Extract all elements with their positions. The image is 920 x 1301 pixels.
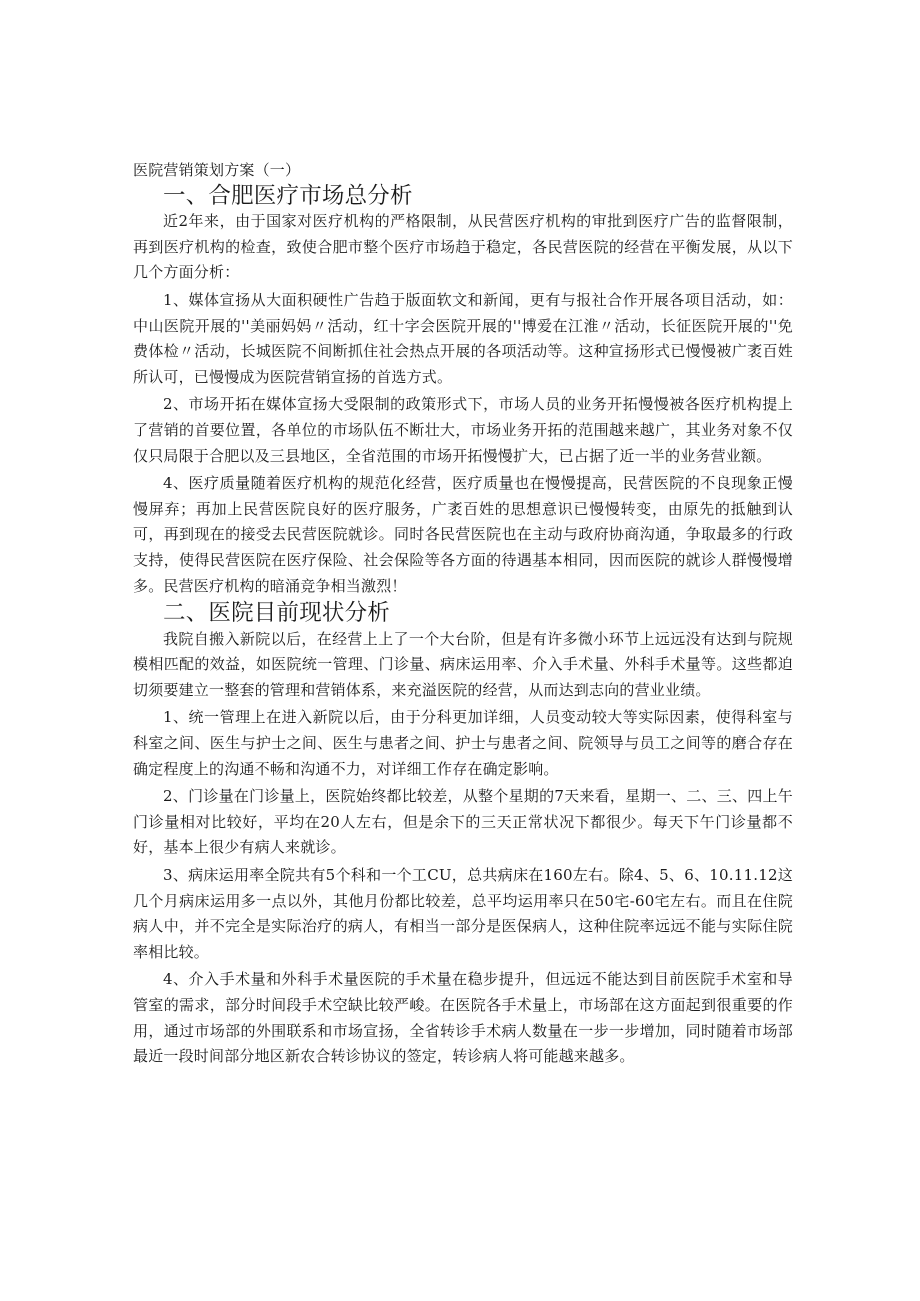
paragraph-medical-quality: 4、医疗质量随着医疗机构的规范化经营，医疗质量也在慢慢提高，民营医院的不良现象正慢慢屏弃；再加上民营医院良好的医疗服务，广袤百姓的思想意识已慢慢转变，由原先的抵触到认可，再到现在的接受去民营医院就诊。同时各民营医院也在主动与政府协商沟通，争取最多的行政支持，使得民营医院在医疗保险、社会保险等各方面的待遇基本相同，因而医院的就诊人群慢慢增多。民营医疗机构的暗涌竞争相当激烈！ [133, 474, 793, 595]
paragraph-unified-management: 1、统一管理上在进入新院以后，由于分科更加详细，人员变动较大等实际因素，使得科室与科室之间、医生与护士之间、医生与患者之间、护士与患者之间、院领导与员工之间等的磨合存在确定程度上的沟通不畅和沟通不力，对详细工作存在确定影响。 [133, 708, 793, 778]
paragraph-status-overview: 我院自搬入新院以后，在经营上上了一个大台阶，但是有许多微小环节上远远没有达到与院规模相匹配的效益，如医院统一管理、门诊量、病床运用率、介入手术量、外科手术量等。这些都迫切须要建立一整套的管理和营销体系，来充溢医院的经营，从而达到志向的营业业绩。 [133, 629, 793, 699]
section-heading-status-analysis: 二、医院目前现状分析 [163, 600, 391, 627]
paragraph-market-development: 2、市场开拓在媒体宣扬大受限制的政策形式下，市场人员的业务开拓慢慢被各医疗机构提上了营销的首要位置，各单位的市场队伍不断壮大，市场业务开拓的范围越来越广，其业务对象不仅仅只局限于合肥以及三县地区，全省范围的市场开拓慢慢扩大，已占据了近一半的业务营业额。 [133, 395, 793, 465]
paragraph-intro: 近2年来，由于国家对医疗机构的严格限制，从民营医疗机构的审批到医疗广告的监督限制，再到医疗机构的检查，致使合肥市整个医疗市场趋于稳定，各民营医院的经营在平衡发展，从以下几个方面分析： [133, 212, 793, 282]
paragraph-outpatient-volume: 2、门诊量在门诊量上，医院始终都比较差，从整个星期的7天来看，星期一、二、三、四上午门诊量相对比较好，平均在20人左右，但是余下的三天正常状况下都很少。每天下午门诊量都不好，基本上很少有病人来就诊。 [133, 787, 793, 857]
document-title: 医院营销策划方案（一） [133, 161, 301, 179]
paragraph-media-promotion: 1、媒体宣扬从大面积硬性广告趋于版面软文和新闻，更有与报社合作开展各项目活动，如：中山医院开展的''美丽妈妈〃活动，红十字会医院开展的''博爱在江淮〃活动，长征医院开展的''免费体检〃活动，长城医院不间断抓住社会热点开展的各项活动等。这种宣扬形式已慢慢被广袤百姓所认可，已慢慢成为医院营销宣扬的首选方式。 [133, 290, 793, 386]
paragraph-surgery-volume: 4、介入手术量和外科手术量医院的手术量在稳步提升，但远远不能达到目前医院手术室和导管室的需求，部分时间段手术空缺比较严峻。在医院各手术量上，市场部在这方面起到很重要的作用，通过市场部的外围联系和市场宣扬，全省转诊手术病人数量在一步一步增加，同时随着市场部最近一段时间部分地区新农合转诊协议的签定，转诊病人将可能越来越多。 [133, 970, 793, 1066]
section-heading-market-analysis: 一、合肥医疗市场总分析 [163, 182, 413, 209]
paragraph-bed-utilization: 3、病床运用率全院共有5个科和一个工CU，总共病床在160左右。除4、5、6、10.11.12这几个月病床运用多一点以外，其他月份都比较差，总平均运用率只在50宅-60宅左右。而且在住院病人中，并不完全是实际治疗的病人，有相当一部分是医保病人，这种住院率远远不能与实际住院率相比较。 [133, 866, 793, 961]
document-page [133, 158, 793, 1072]
